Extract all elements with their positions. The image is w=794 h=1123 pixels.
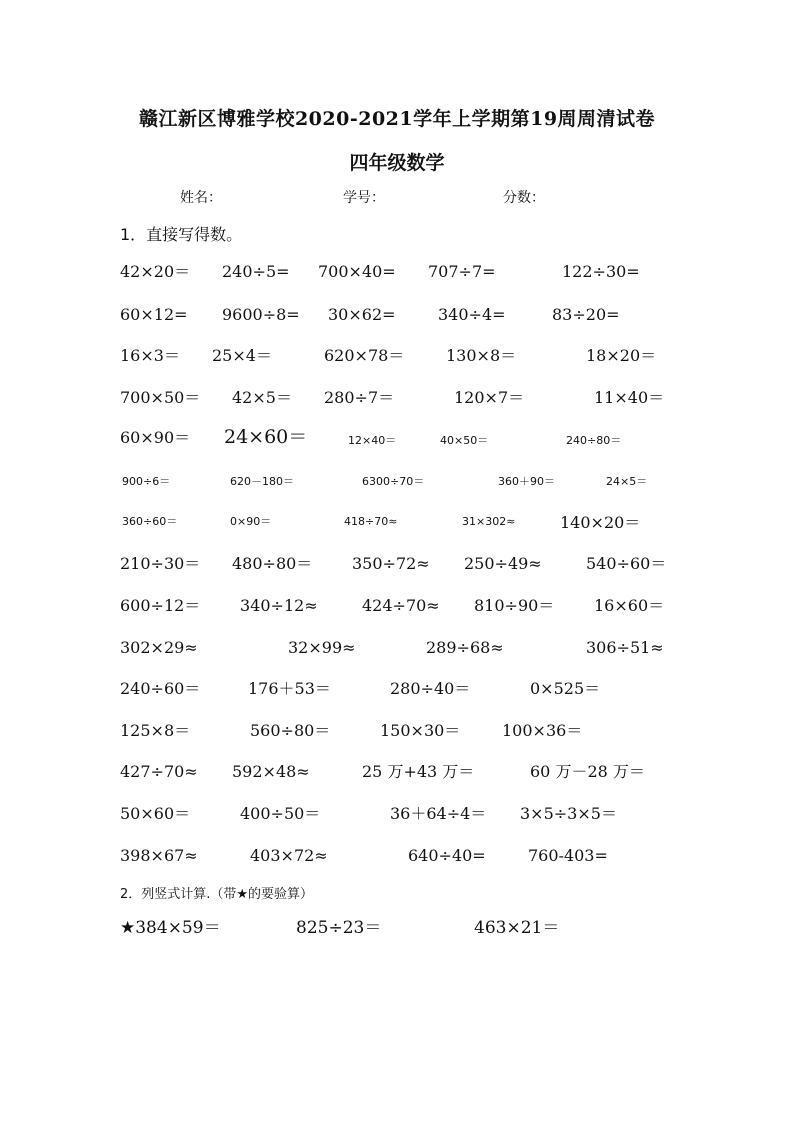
problem: 340÷12≈ [240,596,318,615]
problem: 360÷60＝ [122,515,178,528]
problem: 340÷4= [438,305,506,324]
problem-row [0,804,794,828]
problem: 240÷60＝ [120,679,201,698]
problem: 176＋53＝ [248,679,331,698]
problem: 360＋90＝ [498,475,555,488]
problem: 25×4＝ [212,346,272,365]
problem: 25 万+43 万＝ [362,762,475,781]
name-label: 姓名： [180,190,222,206]
problem: 6300÷70＝ [362,475,425,488]
problem: 760-403= [528,846,608,865]
problem: 31×302≈ [462,515,516,528]
problem: 640÷40= [408,846,486,865]
problem: 36＋64÷4＝ [390,804,487,823]
problem: 427÷70≈ [120,762,198,781]
problem-row [0,638,794,662]
problem: 350÷72≈ [352,554,430,573]
vertical-calc-row [0,918,794,942]
problem: 16×60＝ [594,596,665,615]
section1-heading: 1．直接写得数。 [120,225,243,244]
problem: 280÷7＝ [324,388,395,407]
problem: 30×62= [328,305,396,324]
problem: 125×8＝ [120,721,191,740]
problem: 463×21＝ [474,918,560,938]
problem-row [0,554,794,578]
problem: 540÷60＝ [586,554,667,573]
problem: 403×72≈ [250,846,328,865]
problem: 24×60＝ [224,426,308,448]
problem: 592×48≈ [232,762,310,781]
problem: 60×12= [120,305,188,324]
problem: 40×50＝ [440,434,489,447]
problem: 900÷6＝ [122,475,171,488]
problem: 810÷90＝ [474,596,555,615]
problem: 83÷20= [552,305,620,324]
problem: 700×50＝ [120,388,201,407]
page-title: 赣江新区博雅学校2020-2021学年上学期第19周周清试卷 [138,108,656,130]
problem: 240÷5= [222,262,290,281]
problem-row [0,762,794,786]
problem: 60×90＝ [120,428,191,447]
problem: 120×7＝ [454,388,525,407]
problem: 210÷30＝ [120,554,201,573]
problem: 306÷51≈ [586,638,664,657]
problem: 418÷70≈ [344,515,398,528]
problem: 140×20＝ [560,513,641,532]
problem: ★384×59＝ [120,918,221,938]
problem: 11×40＝ [594,388,665,407]
problem: 50×60＝ [120,804,191,823]
problem-row [0,846,794,870]
problem: 560÷80＝ [250,721,331,740]
problem: 100×36＝ [502,721,583,740]
problem-row [0,388,794,412]
problem: 620×78＝ [324,346,405,365]
student-id-label: 学号： [343,190,385,206]
problem: 620－180＝ [230,475,294,488]
problem: 707÷7= [428,262,496,281]
section2-heading: 2．列竖式计算.（带★的要验算） [120,887,314,902]
problem-row [0,596,794,620]
problem-row [0,472,794,496]
problem-row [0,721,794,745]
problem: 0×90＝ [230,515,272,528]
problem: 18×20＝ [586,346,657,365]
problem-row [0,346,794,370]
problem: 480÷80＝ [232,554,313,573]
problem-row [0,262,794,286]
problem: 302×29≈ [120,638,198,657]
problem-row [0,305,794,329]
problem: 289÷68≈ [426,638,504,657]
problem: 42×5＝ [232,388,292,407]
problem: 12×40＝ [348,434,397,447]
problem-row [0,679,794,703]
problem: 600÷12＝ [120,596,201,615]
problem: 0×525＝ [530,679,601,698]
problem: 825÷23＝ [296,918,382,938]
problem: 42×20＝ [120,262,191,281]
problem: 280÷40＝ [390,679,471,698]
problem: 424÷70≈ [362,596,440,615]
problem: 700×40= [318,262,396,281]
problem: 122÷30= [562,262,640,281]
problem: 9600÷8= [222,305,300,324]
problem: 250÷49≈ [464,554,542,573]
problem: 400÷50＝ [240,804,321,823]
problem: 398×67≈ [120,846,198,865]
problem-row [0,428,794,452]
problem: 60 万－28 万＝ [530,762,645,781]
problem: 32×99≈ [288,638,356,657]
page-subtitle: 四年级数学 [349,152,445,174]
problem: 240÷80＝ [566,434,622,447]
problem: 16×3＝ [120,346,180,365]
score-label: 分数： [503,190,545,206]
problem: 150×30＝ [380,721,461,740]
problem-row [0,512,794,536]
problem: 130×8＝ [446,346,517,365]
problem: 3×5÷3×5＝ [520,804,617,823]
problem: 24×5＝ [606,475,648,488]
